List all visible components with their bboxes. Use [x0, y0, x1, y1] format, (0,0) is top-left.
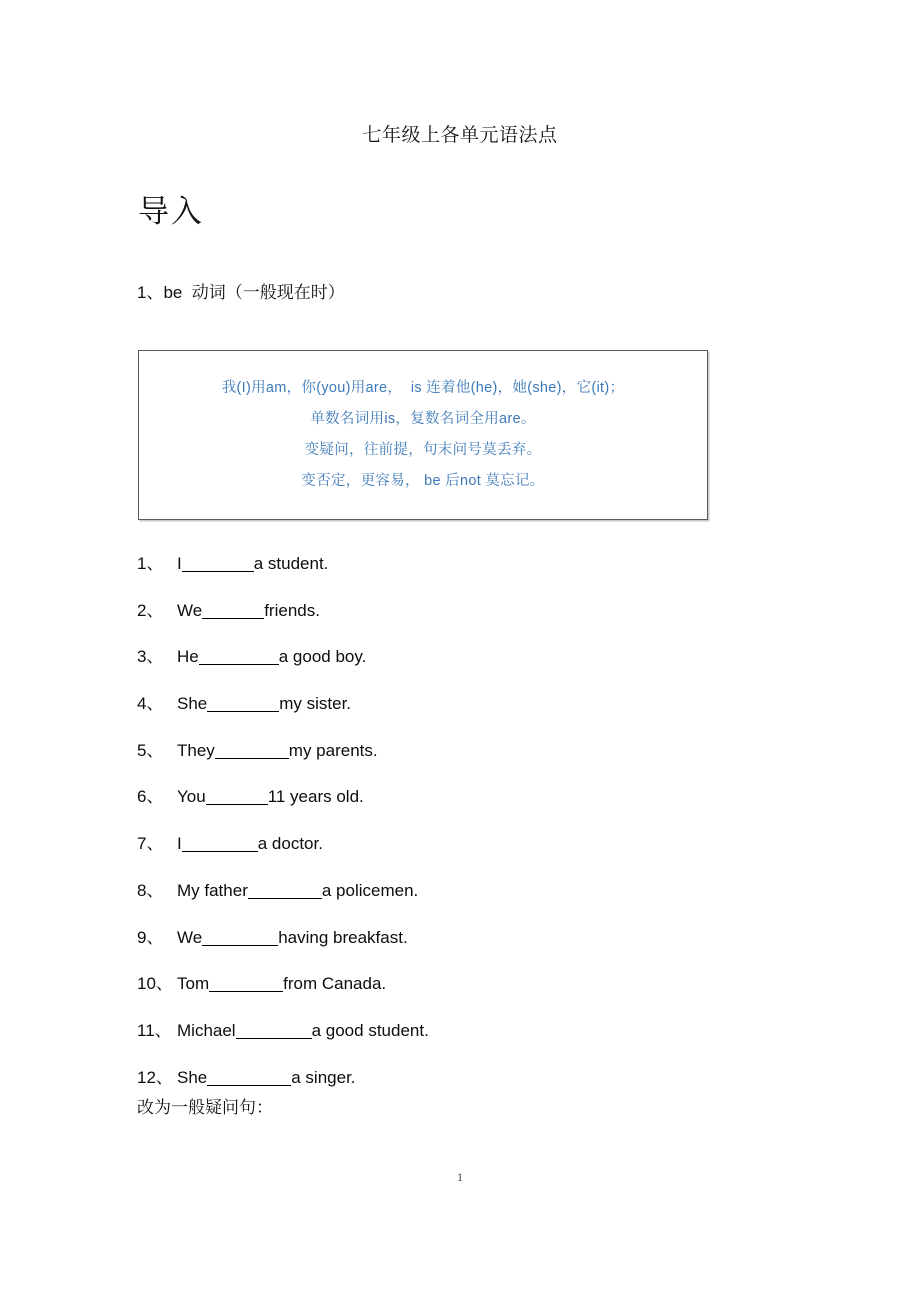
exercise-blank[interactable] — [182, 557, 254, 572]
exercise-number: 3、 — [137, 647, 164, 667]
grammar-rhyme-box — [138, 350, 708, 520]
exercise-item — [137, 961, 837, 1008]
exercise-blank[interactable] — [182, 837, 258, 852]
exercise-blank[interactable] — [206, 790, 268, 805]
exercise-blank[interactable] — [199, 650, 279, 665]
exercise-blank[interactable] — [215, 744, 289, 759]
exercise-text-before: You — [177, 787, 206, 807]
rhyme-line: 变疑问，往前提，句末问号莫丢弃。 — [304, 442, 542, 458]
exercise-number: 10、 — [137, 974, 173, 994]
exercise-number: 9、 — [137, 927, 164, 947]
section-heading: 导入 — [138, 194, 204, 229]
exercise-text-after: a student. — [253, 554, 329, 573]
exercise-text-after: my sister. — [279, 694, 352, 714]
exercise-number: 2、 — [137, 600, 164, 620]
exercise-item — [137, 868, 837, 915]
exercise-text-after: a singer. — [291, 1067, 356, 1087]
exercise-blank[interactable] — [207, 697, 279, 712]
exercise-item — [137, 588, 837, 635]
rhyme-line: 单数名词用is，复数名词全用are。 — [310, 411, 536, 427]
exercise-item — [137, 728, 837, 775]
exercise-number: 12、 — [137, 1067, 173, 1087]
exercise-number: 11、 — [137, 1020, 172, 1040]
exercise-text-before: She — [177, 1067, 208, 1087]
exercise-text-after: a doctor. — [257, 834, 323, 854]
exercise-list — [137, 541, 837, 1101]
exercise-text-before: They — [177, 740, 215, 760]
exercise-blank[interactable] — [209, 977, 283, 992]
exercise-text-before: My father — [177, 880, 248, 900]
exercise-blank[interactable] — [202, 604, 264, 619]
exercise-text-before: I — [177, 834, 182, 854]
exercise-number: 6、 — [137, 787, 164, 807]
exercise-text-before: I — [177, 554, 182, 573]
exercise-item — [137, 681, 837, 728]
exercise-item — [137, 915, 837, 962]
exercise-text-before: We — [177, 927, 203, 947]
exercise-text-after: friends. — [264, 600, 320, 620]
exercise-blank[interactable] — [202, 931, 278, 946]
exercise-number: 5、 — [137, 740, 164, 760]
exercise-prompt: 改为一般疑问句： — [137, 1098, 273, 1117]
exercise-number: 1、 — [137, 554, 164, 573]
exercise-item — [137, 541, 837, 588]
exercise-item — [137, 774, 837, 821]
exercise-number: 8、 — [137, 880, 164, 900]
page-number: 1 — [457, 1170, 463, 1184]
sub-heading: 1、be 动词（一般现在时） — [137, 283, 345, 302]
rhyme-line: 变否定，更容易， be 后not 莫忘记。 — [301, 473, 545, 489]
exercise-text-before: Tom — [177, 974, 210, 994]
exercise-item — [137, 821, 837, 868]
exercise-text-after: 11 years old. — [267, 787, 364, 807]
exercise-text-after: a policemen. — [321, 880, 419, 900]
exercise-item — [137, 634, 837, 681]
exercise-text-before: We — [177, 600, 203, 620]
exercise-blank[interactable] — [236, 1024, 312, 1039]
exercise-text-after: having breakfast. — [278, 927, 408, 947]
rhyme-line: 我(I)用am，你(you)用are， is 连着他(he)，她(she)，它(it)； — [221, 380, 625, 396]
exercise-text-after: a good boy. — [278, 647, 367, 667]
exercise-blank[interactable] — [207, 1071, 291, 1086]
exercise-item — [137, 1008, 837, 1055]
exercise-text-after: my parents. — [288, 740, 378, 760]
exercise-text-before: She — [177, 694, 208, 714]
exercise-blank[interactable] — [248, 884, 322, 899]
exercise-number: 7、 — [137, 834, 164, 854]
exercise-text-before: Michael — [177, 1020, 236, 1040]
exercise-text-after: from Canada. — [283, 974, 387, 994]
page-title: 七年级上各单元语法点 — [362, 125, 558, 146]
exercise-text-after: a good student. — [311, 1020, 429, 1040]
exercise-text-before: He — [177, 647, 199, 667]
exercise-number: 4、 — [137, 694, 164, 714]
